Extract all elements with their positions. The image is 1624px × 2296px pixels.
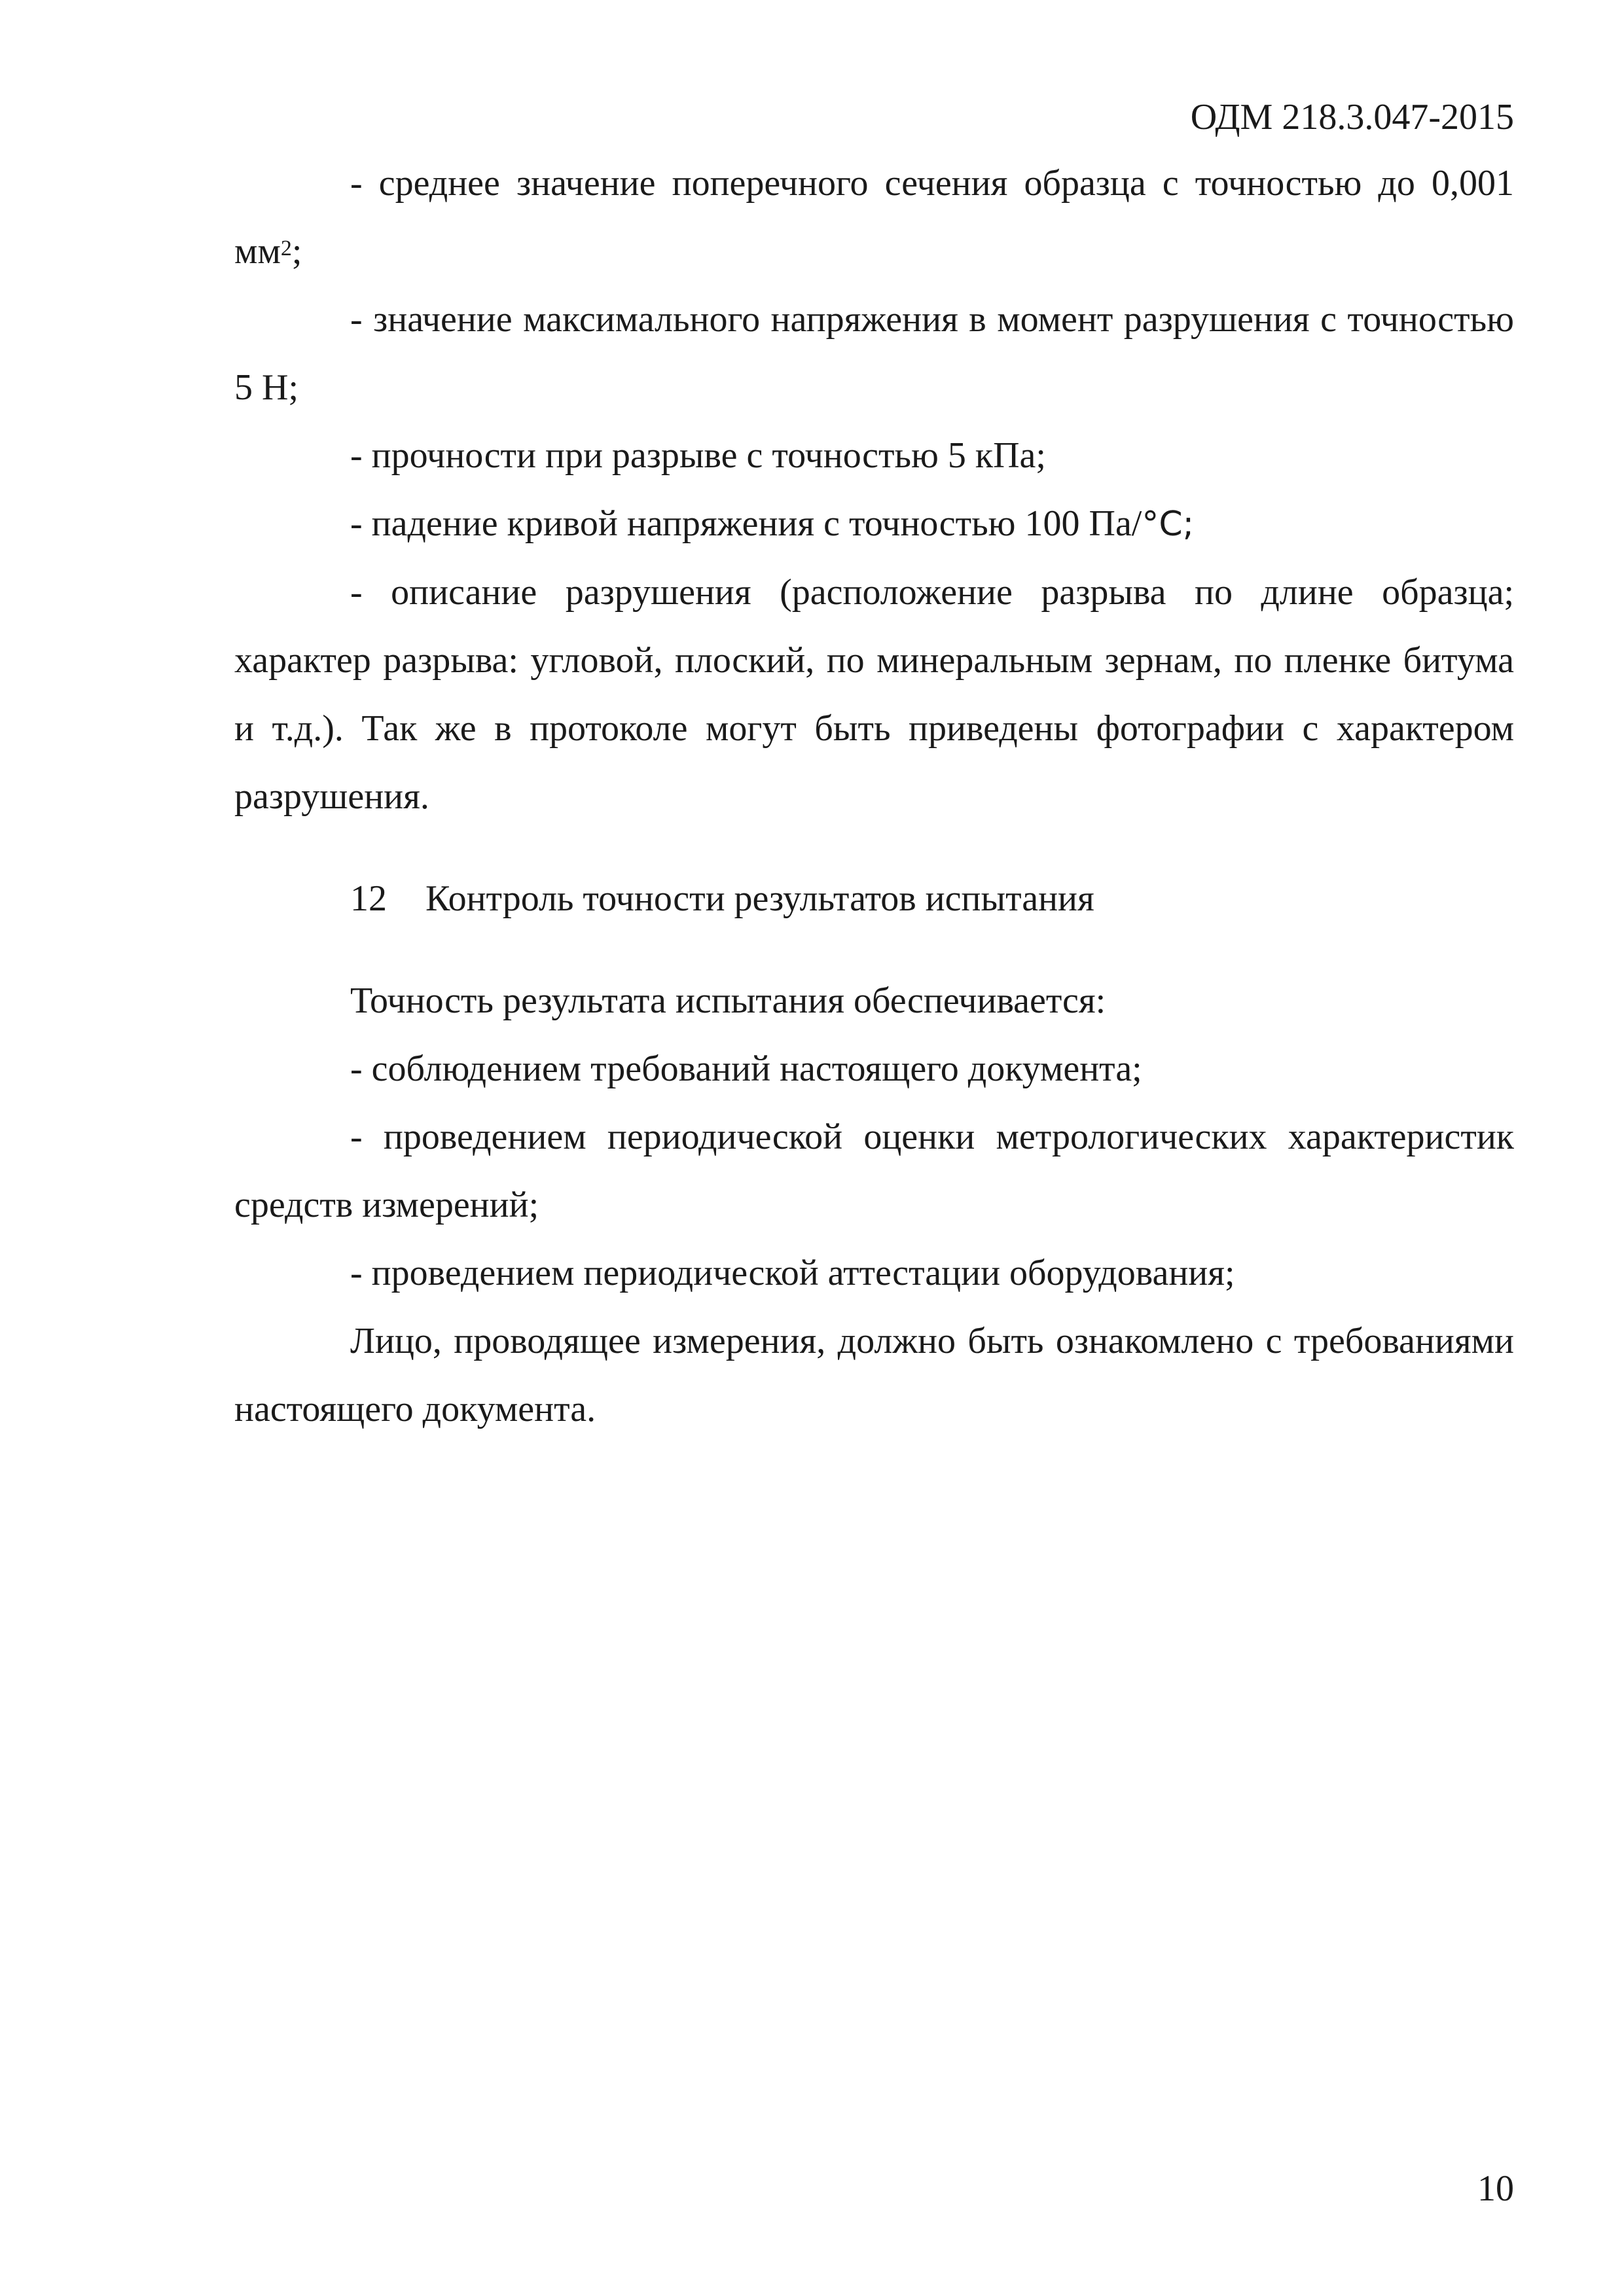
item-failure-description: - описание разрушения (расположение разрыва по длине образца; характер разрыва: угловой, плоский, по минеральным зернам, по пленке битума и т.д.). Так же в протоколе могут быть приведены фотографии с характером разрушения. — [234, 572, 1514, 817]
page-number: 10 — [1477, 2168, 1514, 2209]
item-cross-section-text: - среднее значение поперечного сечения образца с точностью до 0,001 мм — [234, 163, 1514, 272]
accuracy-item-requirements: - соблюдением требований настоящего документа; — [350, 1049, 1142, 1089]
item-max-stress: - значение максимального напряжения в момент разрушения с точностью 5 Н; — [234, 299, 1514, 408]
superscript-2: 2 — [280, 236, 292, 260]
degree-celsius-unit: °C; — [1142, 505, 1195, 544]
section-title: Контроль точности результатов испытания — [425, 878, 1094, 919]
item-cross-section-tail: ; — [291, 231, 302, 272]
item-stress-drop-text: - падение кривой напряжения с точностью 100 Па/ — [350, 503, 1142, 544]
page-body — [234, 149, 1514, 1443]
accuracy-item-attestation: - проведением периодической аттестации оборудования; — [350, 1253, 1235, 1293]
accuracy-intro: Точность результата испытания обеспечивается: — [350, 980, 1106, 1021]
document-code: ОДМ 218.3.047-2015 — [1190, 97, 1514, 137]
item-tensile-strength: - прочности при разрыве с точностью 5 кПа; — [350, 435, 1046, 476]
accuracy-item-metrology: - проведением периодической оценки метрологических характеристик средств измерений; — [234, 1117, 1514, 1225]
item-cross-section — [234, 149, 1514, 285]
accuracy-closing: Лицо, проводящее измерения, должно быть ознакомлено с требованиями настоящего документа. — [234, 1321, 1514, 1429]
section-number: 12 — [350, 878, 387, 919]
section-heading — [234, 865, 1514, 933]
item-stress-drop — [234, 490, 1514, 558]
